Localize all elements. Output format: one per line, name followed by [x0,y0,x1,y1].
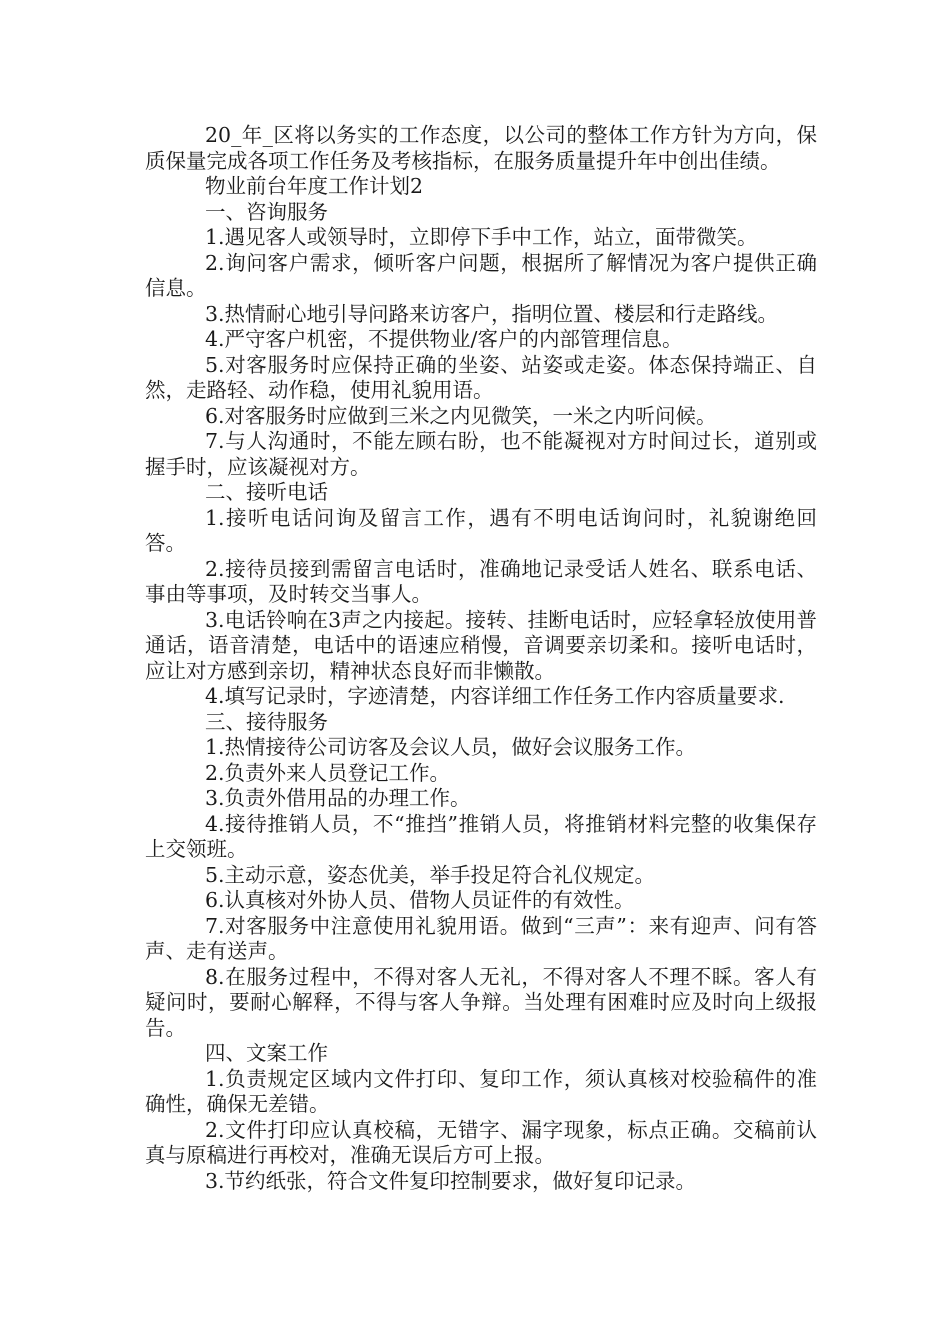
list-item: 2.询问客户需求，倾听客户问题，根据所了解情况为客户提供正确信息。 [145,250,817,300]
list-item: 7.与人沟通时，不能左顾右盼，也不能凝视对方时间过长，道别或握手时，应该凝视对方。 [145,429,817,479]
list-item: 4.严守客户机密，不提供物业/客户的内部管理信息。 [205,327,683,351]
list-item: 1.接听电话问询及留言工作，遇有不明电话询问时，礼貌谢绝回答。 [145,505,817,555]
list-item: 2.负责外来人员登记工作。 [205,760,451,785]
list-item: 4.填写记录时，字迹清楚，内容详细工作任务工作内容质量要求. [205,684,785,708]
list-item: 3.负责外借用品的办理工作。 [205,786,471,810]
list-item: 3.电话铃响在3声之内接起。接转、挂断电话时，应轻拿轻放使用普通话，语音清楚，电话中的语速应稍慢，音调要亲切柔和。接听电话时，应让对方感到亲切，精神状态良好而非懒散。 [145,607,817,683]
list-item: 2.接待员接到需留言电话时，准确地记录受话人姓名、联系电话、事由等事项，及时转交当事人。 [145,556,817,606]
list-item: 5.对客服务时应保持正确的坐姿、站姿或走姿。体态保持端正、自然，走路轻、动作稳，使用礼貌用语。 [145,352,817,402]
section-heading-reception: 三、接待服务 [205,709,328,734]
list-item: 4.接待推销人员，不“推挡”推销人员，将推销材料完整的收集保存上交领班。 [145,811,817,861]
list-item: 1.热情接待公司访客及会议人员，做好会议服务工作。 [205,735,697,759]
list-item: 7.对客服务中注意使用礼貌用语。做到“三声”：来有迎声、问有答声、走有送声。 [145,913,817,963]
intro-paragraph: 20_年_区将以务实的工作态度，以公司的整体工作方针为方向，保质保量完成各项工作任务及考核指标，在服务质量提升年中创出佳绩。 [145,123,817,173]
document-title: 物业前台年度工作计划2 [205,174,424,198]
list-item: 2.文件打印应认真校稿，无错字、漏字现象，标点正确。交稿前认真与原稿进行再校对，准确无误后方可上报。 [145,1117,817,1167]
list-item: 3.节约纸张，符合文件复印控制要求，做好复印记录。 [205,1168,697,1193]
section-heading-consulting: 一、咨询服务 [205,199,328,224]
section-heading-clerical: 四、文案工作 [205,1041,328,1065]
section-heading-phone: 二、接听电话 [205,480,328,504]
list-item: 3.热情耐心地引导问路来访客户，指明位置、楼层和行走路线。 [205,301,779,326]
list-item: 6.对客服务时应做到三米之内见微笑，一米之内听问候。 [205,403,717,428]
list-item: 5.主动示意，姿态优美，举手投足符合礼仪规定。 [205,862,656,887]
list-item: 1.遇见客人或领导时，立即停下手中工作，站立，面带微笑。 [205,225,758,249]
list-item: 1.负责规定区域内文件打印、复印工作，须认真核对校验稿件的准确性，确保无差错。 [145,1066,817,1116]
list-item: 8.在服务过程中，不得对客人无礼，不得对客人不理不睬。客人有疑问时，要耐心解释，不得与客人争辩。当处理有困难时应及时向上级报告。 [145,964,817,1040]
document-body [145,123,817,1194]
list-item: 6.认真核对外协人员、借物人员证件的有效性。 [205,888,635,912]
